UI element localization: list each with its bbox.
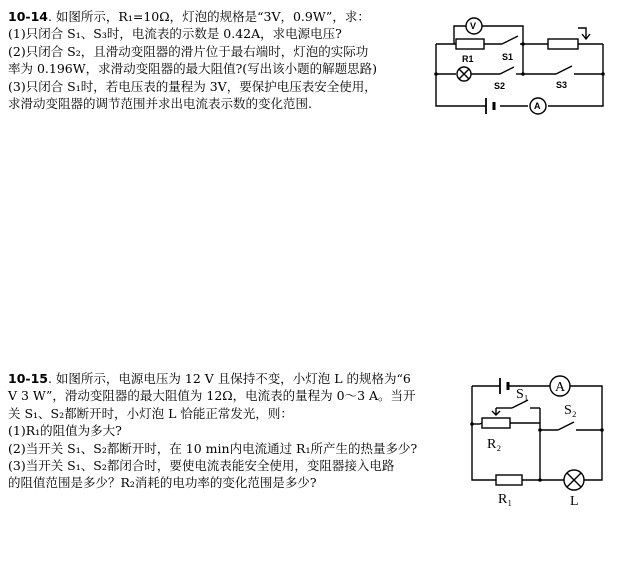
problem-number: 10-14: [8, 9, 48, 24]
problem-line: (3)当开关 S₁、S₂都闭合时，要使电流表能安全使用，变阻器接入电路: [8, 458, 395, 474]
lamp-label: L: [570, 494, 579, 508]
problem-line: 10-14. 如图所示，R₁=10Ω，灯泡的规格是“3V，0.9W”，求：: [8, 9, 370, 24]
problem-10-14: [8, 8, 433, 112]
s1-label: S1: [502, 52, 514, 62]
problem-line: (2)当开关 S₁、S₂都断开时，在 10 min内电流通过 R₁所产生的热量多少?: [8, 440, 418, 456]
problem-line: (3)只闭合 S₁时，若电压表的量程为 3V，要保护电压表安全使用，: [8, 78, 377, 94]
ammeter-label: A: [534, 101, 541, 111]
s2-label: S2: [494, 81, 506, 91]
problem-line: (2)只闭合 S₂，且滑动变阻器的滑片位于最右端时，灯泡的实际功: [8, 43, 369, 59]
problem-line: 关 S₁、S₂都断开时，小灯泡 L 恰能正常发光，则：: [8, 405, 293, 421]
problem-line: 10-15. 如图所示，电源电压为 12 V 且保持不变，小灯泡 L 的规格为“6: [8, 371, 411, 386]
rheostat-r2: [482, 418, 510, 428]
s3-label: S3: [556, 80, 568, 90]
resistor-r1: [496, 475, 522, 485]
rheostat-r2: [548, 39, 578, 49]
problem-line: 求滑动变阻器的调节范围并求出电流表示数的变化范围.: [8, 96, 312, 112]
switch-s2: [558, 422, 574, 430]
ammeter-label: A: [555, 380, 566, 395]
problem-line: (1)只闭合 S₁、S₃时，电流表的示数是 0.42A，求电源电压?: [8, 26, 342, 42]
problem-line: (1)R₁的阻值为多大?: [8, 423, 122, 439]
switch-s3: [556, 66, 572, 74]
voltmeter-label: V: [470, 21, 477, 31]
switch-s1: [502, 36, 518, 44]
r1-label: R₁: [498, 492, 513, 507]
switch-s2: [500, 67, 514, 74]
problem-line: 的阻值范围是多少？R₂消耗的电功率的变化范围是多少?: [8, 475, 317, 491]
problem-line: 率为 0.196W，求滑动变阻器的最大阻值?(写出该小题的解题思路): [8, 61, 378, 77]
s2-label: S₂: [564, 403, 577, 418]
problem-line: V 3 W”，滑动变阻器的最大阻值为 12Ω，电流表的量程为 0～3 A。当开: [8, 388, 416, 404]
circuit-diagram-2: [460, 368, 612, 508]
problem-number: 10-15: [8, 371, 48, 386]
r2-label: R₂: [487, 437, 502, 452]
r1-label: R1: [462, 54, 474, 64]
resistor-r1: [456, 39, 484, 49]
s1-label: S₁: [516, 387, 529, 402]
circuit-diagram-1: [428, 6, 613, 118]
problem-10-15: [8, 370, 453, 492]
